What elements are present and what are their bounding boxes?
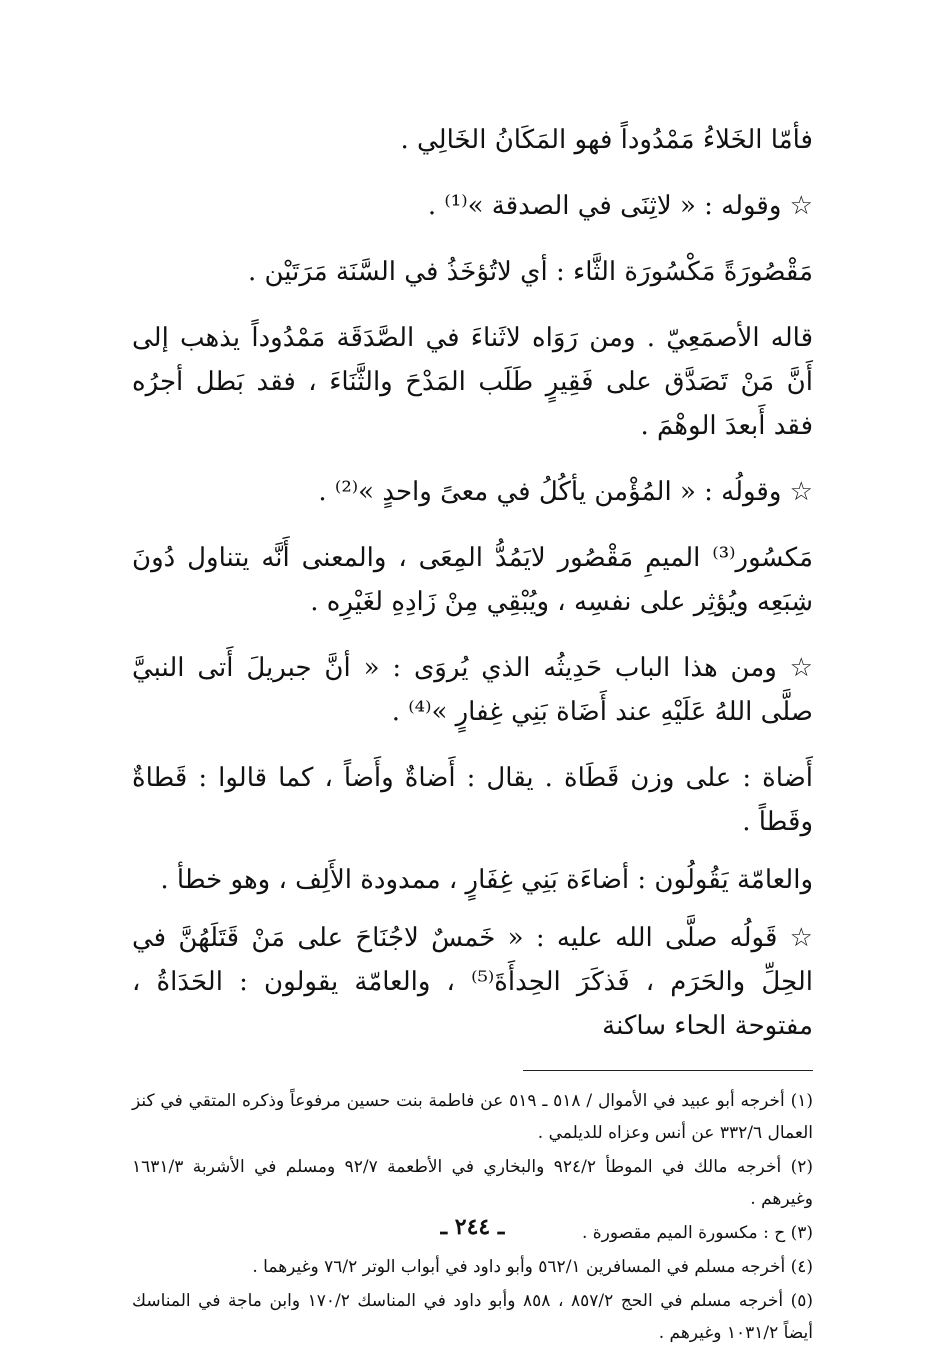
page-number: ـ ٢٤٤ ـ bbox=[440, 1214, 505, 1240]
footnote-3: (٣) ح : مكسورة الميم مقصورة . bbox=[581, 1223, 813, 1243]
main-text bbox=[132, 118, 813, 1048]
paragraph-9: والعامّة يَقُولُون : أضاءَة بَنِي غِفَارٍ ، ممدودة الأَلِف ، وهو خطأ . bbox=[160, 865, 813, 895]
footnote-1: (١) أخرجه أبو عبيد في الأموال / ٥١٨ ـ ٥١٩ عن فاطمة بنت حسين مرفوعاً وذكره المتقي في كنز العمال ٣٣٢/٦ عن أنس وعزاه للديلمي . bbox=[132, 1091, 813, 1143]
paragraph-7: ☆ ومن هذا الباب حَدِيثُه الذي يُروَى : « أنَّ جبريلَ أَتى النبيَّ صلَّى اللهُ عَلَيْهِ عند أَضَاة بَنِي غِفارٍ »⁽⁴⁾ . bbox=[132, 653, 813, 727]
paragraph-4: قاله الأصمَعِيّ . ومن رَوَاه لاثَناءَ في الصَّدَقَة مَمْدُوداً يذهب إلى أَنَّ مَنْ تَصَدَّق على فَقِيرٍ طَلَب المَدْحَ والثَّنَاءَ ، فقد بَطل أجرُه فقد أَبعدَ الوهْمَ . bbox=[132, 323, 813, 441]
paragraph-1: فأمّا الخَلاءُ مَمْدُوداً فهو المَكَانُ الخَالِي . bbox=[400, 125, 813, 155]
paragraph-10: ☆ قَولُه صلَّى الله عليه : « خَمسٌ لاجُنَاحَ على مَنْ قَتَلَهُنَّ في الحِلِّ والحَرَم ، فَذكَرَ الحِدأَةَ⁽⁵⁾ ، والعامّة يقولون : الحَدَاةُ ، مفتوحة الحاء ساكنة bbox=[132, 923, 813, 1041]
paragraph-5: ☆ وقولُه : « المُؤْمن يأكُلُ في معىً واحدٍ »⁽²⁾ . bbox=[318, 477, 813, 507]
footnote-4: (٤) أخرجه مسلم في المسافرين ٥٦٢/١ وأبو داود في أبواب الوتر ٧٦/٢ وغيرهما . bbox=[252, 1257, 813, 1277]
paragraph-8: أَضاة : على وزن قَطَاة . يقال : أَضاةٌ وأَضاً ، كما قالوا : قَطاةٌ وقَطاً . bbox=[132, 763, 813, 837]
footnote-2: (٢) أخرجه مالك في الموطأ ٩٢٤/٢ والبخاري في الأطعمة ٩٢/٧ ومسلم في الأشربة ١٦٣١/٣ وغيرهم . bbox=[132, 1157, 813, 1209]
paragraph-6: مَكسُور⁽³⁾ الميمِ مَقْصُور لايَمُدُّ المِعَى ، والمعنى أَنَّه يتناول دُونَ شِبَعِه ويُؤثِر على نفسِه ، ويُبْقِي مِنْ زَادِهِ لغَيْرِه . bbox=[132, 543, 813, 617]
paragraph-2: ☆ وقوله : « لاثِنَى في الصدقة »⁽¹⁾ . bbox=[427, 191, 813, 221]
footnote-divider bbox=[523, 1070, 813, 1071]
footnote-5: (٥) أخرجه مسلم في الحج ٨٥٧/٢ ، ٨٥٨ وأبو داود في المناسك ١٧٠/٢ وابن ماجة في المناسك أيضاً ١٠٣١/٢ وغيرهم . bbox=[132, 1291, 814, 1343]
paragraph-3: مَقْصُورَةً مَكْسُورَة الثَّاء : أي لاتُؤخَذُ في السَّنَة مَرَتَيْن . bbox=[247, 257, 813, 287]
